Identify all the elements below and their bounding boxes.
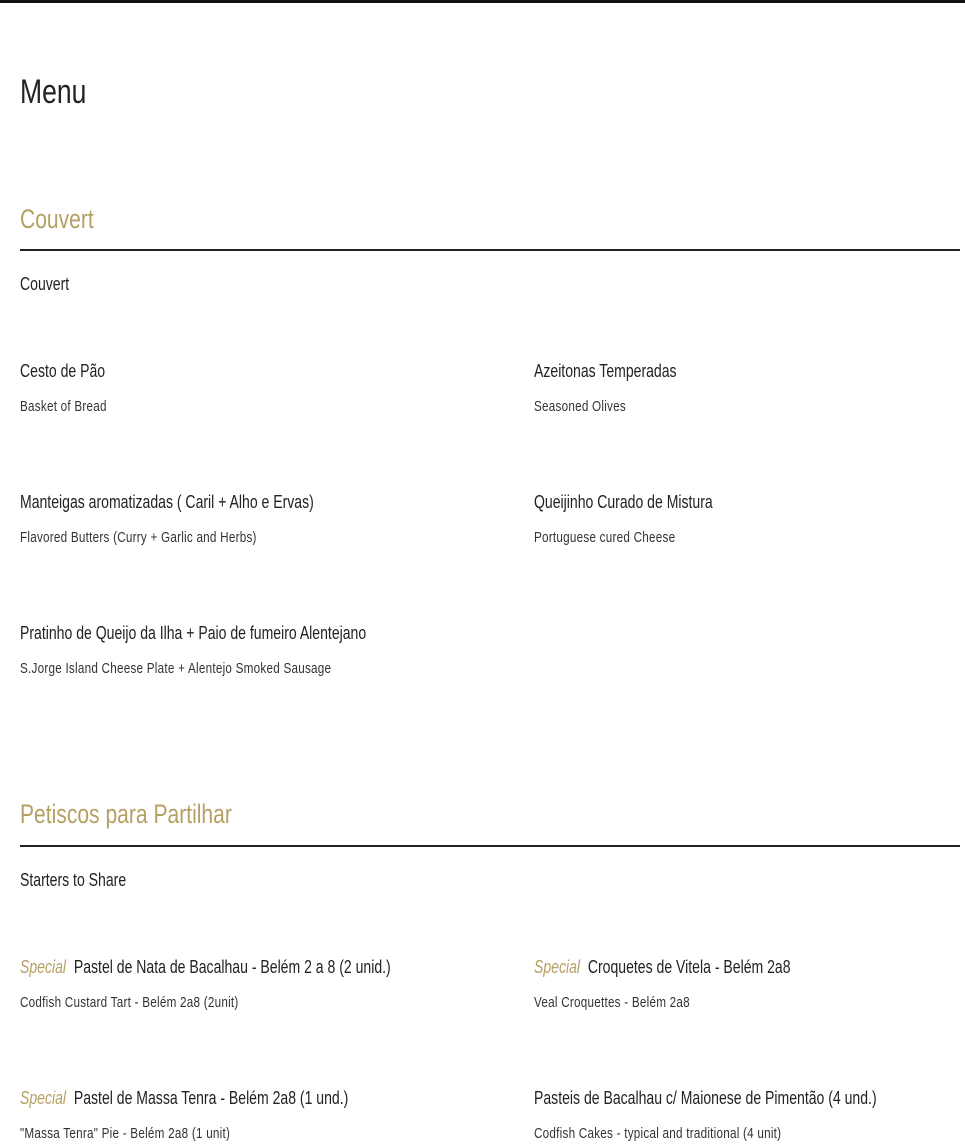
section-subtitle-text: Starters to Share: [20, 870, 127, 890]
menu-item-name: [534, 1087, 965, 1109]
menu-item-name-text: Croquetes de Vitela - Belém 2a8: [587, 957, 791, 977]
menu-item-name-text: Pratinho de Queijo da Ilha + Paio de fumeiro Alentejano: [20, 623, 367, 643]
menu-item-name-text: Cesto de Pão: [20, 361, 106, 381]
menu-item: [20, 360, 490, 417]
section-subtitle: [20, 869, 156, 891]
section-title-text: Couvert: [20, 204, 94, 234]
menu-item-description-text: Portuguese cured Cheese: [534, 529, 676, 546]
menu-item-description-text: Basket of Bread: [20, 398, 107, 415]
menu-item-name-text: Queijinho Curado de Mistura: [534, 492, 713, 512]
menu-item: [20, 491, 490, 548]
special-tag: Special: [20, 1088, 67, 1108]
menu-item-name-text: Pastel de Nata de Bacalhau - Belém 2 a 8 (2 unid.): [73, 957, 391, 977]
menu-item-name-text: Manteigas aromatizadas ( Caril + Alho e Ervas): [20, 492, 314, 512]
special-tag: Special: [20, 957, 67, 977]
menu-item-description: [20, 993, 490, 1013]
section-divider: [20, 249, 960, 251]
section-title-text: Petiscos para Partilhar: [20, 799, 232, 829]
menu-item-name-text: Pastel de Massa Tenra - Belém 2a8 (1 und.): [73, 1088, 349, 1108]
menu-item-name: [534, 956, 965, 978]
top-border: [0, 0, 965, 3]
menu-item: [534, 1087, 965, 1144]
menu-item: [20, 1087, 490, 1144]
menu-item-description: [534, 397, 965, 417]
menu-item-name: [20, 622, 490, 644]
section-subtitle-text: Couvert: [20, 274, 70, 294]
menu-item-description-text: "Massa Tenra" Pie - Belém 2a8 (1 unit): [20, 1125, 231, 1142]
menu-item-name: [20, 491, 490, 513]
menu-item: [534, 491, 965, 548]
menu-item-description: [20, 659, 490, 679]
menu-item: [20, 956, 490, 1013]
menu-item: [534, 360, 965, 417]
menu-item-description-text: S.Jorge Island Cheese Plate + Alentejo Smoked Sausage: [20, 660, 332, 677]
page-title-text: Menu: [20, 73, 87, 111]
menu-item-description: [534, 993, 965, 1013]
menu-item-name-text: Pasteis de Bacalhau c/ Maionese de Pimentão (4 und.): [534, 1088, 877, 1108]
menu-item-name: [534, 360, 965, 382]
menu-item-description: [20, 528, 490, 548]
section-subtitle: [20, 273, 83, 295]
menu-item-name-text: Azeitonas Temperadas: [534, 361, 677, 381]
menu-item-description: [534, 1124, 965, 1144]
menu-item-description: [20, 397, 490, 417]
menu-item-name: [20, 956, 490, 978]
menu-item-name: [534, 491, 965, 513]
menu-item-description: [20, 1124, 490, 1144]
special-tag: Special: [534, 957, 581, 977]
menu-item-description-text: Codfish Custard Tart - Belém 2a8 (2unit): [20, 994, 239, 1011]
menu-item-description-text: Seasoned Olives: [534, 398, 626, 415]
menu-item-name: [20, 360, 490, 382]
menu-item-description: [534, 528, 965, 548]
menu-item: [534, 956, 965, 1013]
menu-item-name: [20, 1087, 490, 1109]
menu-item: [20, 622, 490, 679]
section-divider: [20, 845, 960, 847]
menu-item-description-text: Flavored Butters (Curry + Garlic and Herbs): [20, 529, 257, 546]
menu-item-description-text: Veal Croquettes - Belém 2a8: [534, 994, 690, 1011]
section-title: [20, 203, 115, 235]
menu-item-description-text: Codfish Cakes - typical and traditional (4 unit): [534, 1125, 782, 1142]
section-title: [20, 798, 292, 830]
page-title: [20, 72, 105, 112]
